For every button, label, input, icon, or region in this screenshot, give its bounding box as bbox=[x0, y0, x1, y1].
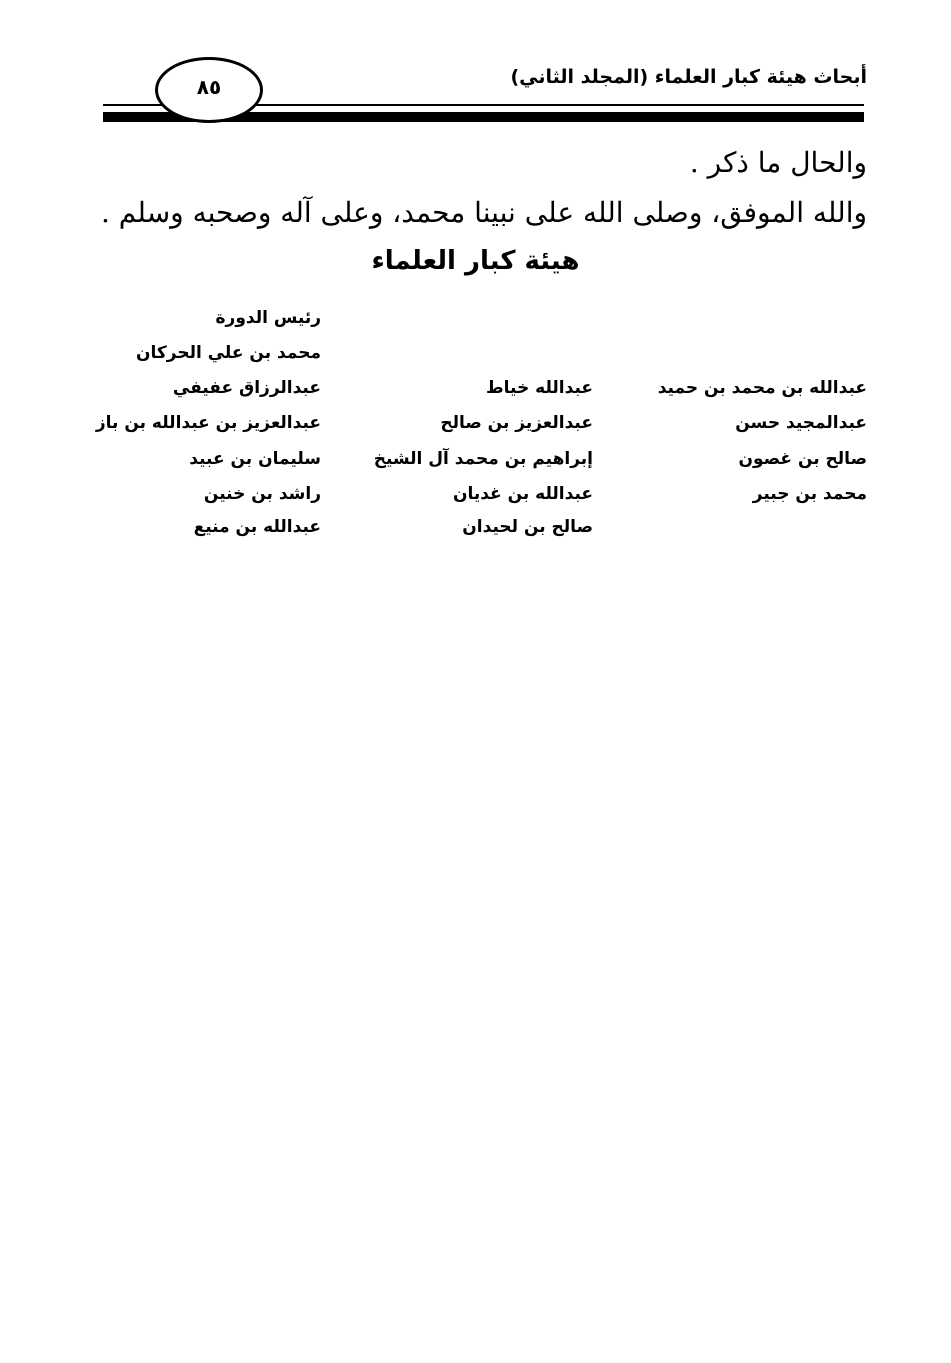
signatory-name: عبدالمجيد حسن bbox=[735, 413, 867, 433]
signatory-name: عبدالعزيز بن عبدالله بن باز bbox=[95, 413, 321, 433]
signatory-name: صالح بن غصون bbox=[738, 449, 867, 469]
signatory-name: عبدالرزاق عفيفي bbox=[172, 378, 321, 398]
signatory-name: عبدالله بن محمد بن حميد bbox=[657, 378, 867, 398]
signatory-role: رئيس الدورة bbox=[215, 308, 321, 328]
signatory-name: إبراهيم بن محمد آل الشيخ bbox=[373, 449, 593, 469]
signature-heading: هيئة كبار العلماء bbox=[371, 246, 580, 276]
body-text-line: والله الموفق، وصلى الله على نبينا محمد، وعلى آله وصحبه وسلم . bbox=[100, 196, 867, 229]
signatory-name: محمد بن جبير bbox=[752, 484, 867, 504]
body-text-line: والحال ما ذكر . bbox=[689, 146, 867, 179]
signatory-name: عبدالله بن غديان bbox=[452, 484, 593, 504]
signatory-name: صالح بن لحيدان bbox=[462, 517, 593, 537]
signatory-name: راشد بن خنين bbox=[203, 484, 321, 504]
signatory-name: سليمان بن عبيد bbox=[189, 449, 321, 469]
running-title: أبحاث هيئة كبار العلماء (المجلد الثاني) bbox=[510, 66, 867, 88]
signatory-name: عبدالعزيز بن صالح bbox=[440, 413, 593, 433]
page-number: ٨٥ bbox=[196, 75, 222, 99]
signatory-name: عبدالله خياط bbox=[486, 378, 593, 398]
page-number-badge bbox=[155, 57, 263, 123]
signatory-name: عبدالله بن منيع bbox=[193, 517, 321, 537]
signatory-name: محمد بن علي الحركان bbox=[136, 343, 321, 363]
